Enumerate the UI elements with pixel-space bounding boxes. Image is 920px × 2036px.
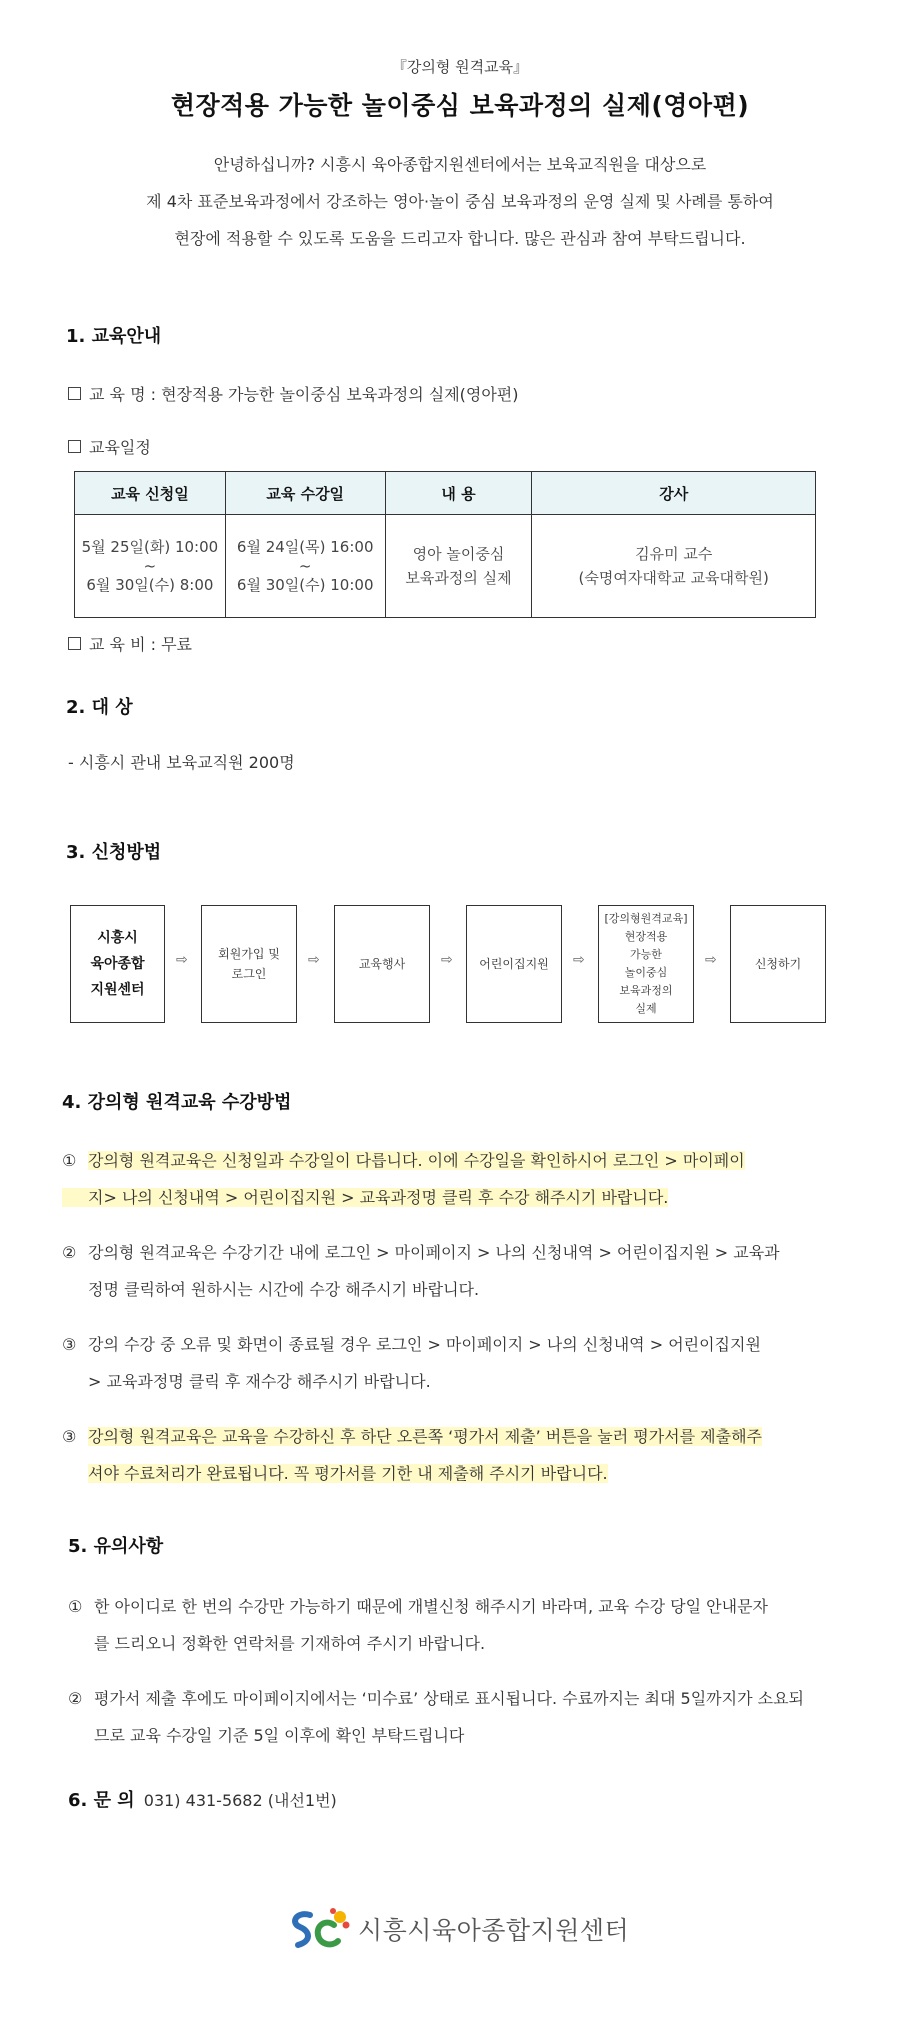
method-item-2: ② 강의형 원격교육은 수강기간 내에 로그인 > 마이페이지 > 나의 신청내역 > 어린이집지원 > 교육과 정명 클릭하여 원하시는 시간에 수강 해주시기 바랍니다. <box>62 1243 780 1299</box>
step-course: [강의형원격교육] 현장적용 가능한 놀이중심 보육과정의 실제 <box>598 905 694 1023</box>
contact-line <box>68 1786 337 1812</box>
table-row <box>75 515 816 618</box>
section-5-heading: 5. 유의사항 <box>68 1536 164 1557</box>
fee-text: 교 육 비 : 무료 <box>89 635 193 654</box>
cell-apply-date: 5월 25일(화) 10:00 ~ 6월 30일(수) 8:00 <box>75 515 226 618</box>
arrow-icon: ⇨ <box>705 952 717 968</box>
section-6-heading: 6. 문 의 <box>68 1790 135 1811</box>
arrow-icon: ⇨ <box>176 952 188 968</box>
section-2-heading: 2. 대 상 <box>66 697 133 718</box>
arrow-icon: ⇨ <box>441 952 453 968</box>
step-login: 회원가입 및 로그인 <box>201 905 297 1023</box>
note-item-1: ① 한 아이디로 한 번의 수강만 가능하기 때문에 개별신청 해주시기 바라며, 교육 수강 당일 안내문자 를 드리오니 정확한 연락처를 기재하여 주시기 바랍니다. <box>68 1597 768 1653</box>
fee-line <box>68 632 192 655</box>
step-apply: 신청하기 <box>730 905 826 1023</box>
step-daycare: 어린이집지원 <box>466 905 562 1023</box>
method-item-3: ③ 강의 수강 중 오류 및 화면이 종료될 경우 로그인 > 마이페이지 > 나의 신청내역 > 어린이집지원 > 교육과정명 클릭 후 재수강 해주시기 바랍니다. <box>62 1335 761 1391</box>
method-item-1: ① 강의형 원격교육은 신청일과 수강일이 다릅니다. 이에 수강일을 확인하시어 로그인 > 마이페이 지> 나의 신청내역 > 어린이집지원 > 교육과정명 클릭 후 수강 해주시기 바랍니다. <box>62 1151 745 1207</box>
section-3-heading: 3. 신청방법 <box>66 842 162 863</box>
course-name-line <box>68 382 519 405</box>
schedule-label-line <box>68 435 151 458</box>
table-header-row <box>75 472 816 515</box>
header-attend-date: 교육 수강일 <box>225 472 385 515</box>
center-logo-icon <box>288 1905 352 1953</box>
target-text: - 시흥시 관내 보육교직원 200명 <box>68 753 295 772</box>
header-lecturer: 강사 <box>532 472 816 515</box>
header-apply-date: 교육 신청일 <box>75 472 226 515</box>
course-name: 교 육 명 : 현장적용 가능한 놀이중심 보육과정의 실제(영아편) <box>89 385 519 404</box>
section-4-heading: 4. 강의형 원격교육 수강방법 <box>62 1092 292 1113</box>
checkbox-icon <box>68 387 81 400</box>
cell-content: 영아 놀이중심 보육과정의 실제 <box>385 515 532 618</box>
step-event: 교육행사 <box>334 905 430 1023</box>
intro-line-1: 안녕하십니까? 시흥시 육아종합지원센터에서는 보육교직원을 대상으로 <box>213 155 707 174</box>
cell-lecturer: 김유미 교수 (숙명여자대학교 교육대학원) <box>532 515 816 618</box>
header-content: 내 용 <box>385 472 532 515</box>
arrow-icon: ⇨ <box>573 952 585 968</box>
checkbox-icon <box>68 637 81 650</box>
intro-line-2: 제 4차 표준보육과정에서 강조하는 영아·놀이 중심 보육과정의 운영 실제 및 사례를 통하여 <box>146 192 774 211</box>
arrow-icon: ⇨ <box>308 952 320 968</box>
schedule-table <box>74 471 816 618</box>
doc-subtitle: 『강의형 원격교육』 <box>391 58 529 76</box>
center-logo <box>288 1905 629 1953</box>
step-center: 시흥시 육아종합 지원센터 <box>70 905 165 1023</box>
note-item-2: ② 평가서 제출 후에도 마이페이지에서는 ‘미수료’ 상태로 표시됩니다. 수료까지는 최대 5일까지가 소요되 므로 교육 수강일 기준 5일 이후에 확인 부탁드립니다 <box>68 1689 804 1745</box>
intro-line-3: 현장에 적용할 수 있도록 도움을 드리고자 합니다. 많은 관심과 참여 부탁드립니다. <box>174 229 746 248</box>
contact-phone: 031) 431-5682 (내선1번) <box>143 1791 337 1810</box>
checkbox-icon <box>68 440 81 453</box>
method-item-4: ③ 강의형 원격교육은 교육을 수강하신 후 하단 오른쪽 ‘평가서 제출’ 버튼을 눌러 평가서를 제출해주 셔야 수료처리가 완료됩니다. 꼭 평가서를 기한 내 제출해 주시기 바랍니다. <box>62 1427 762 1483</box>
center-logo-text: 시흥시육아종합지원센터 <box>358 1916 630 1945</box>
doc-title: 현장적용 가능한 놀이중심 보육과정의 실제(영아편) <box>170 91 750 120</box>
section-1-heading: 1. 교육안내 <box>66 326 162 347</box>
schedule-label: 교육일정 <box>89 438 151 457</box>
cell-attend-date: 6월 24일(목) 16:00 ~ 6월 30일(수) 10:00 <box>225 515 385 618</box>
